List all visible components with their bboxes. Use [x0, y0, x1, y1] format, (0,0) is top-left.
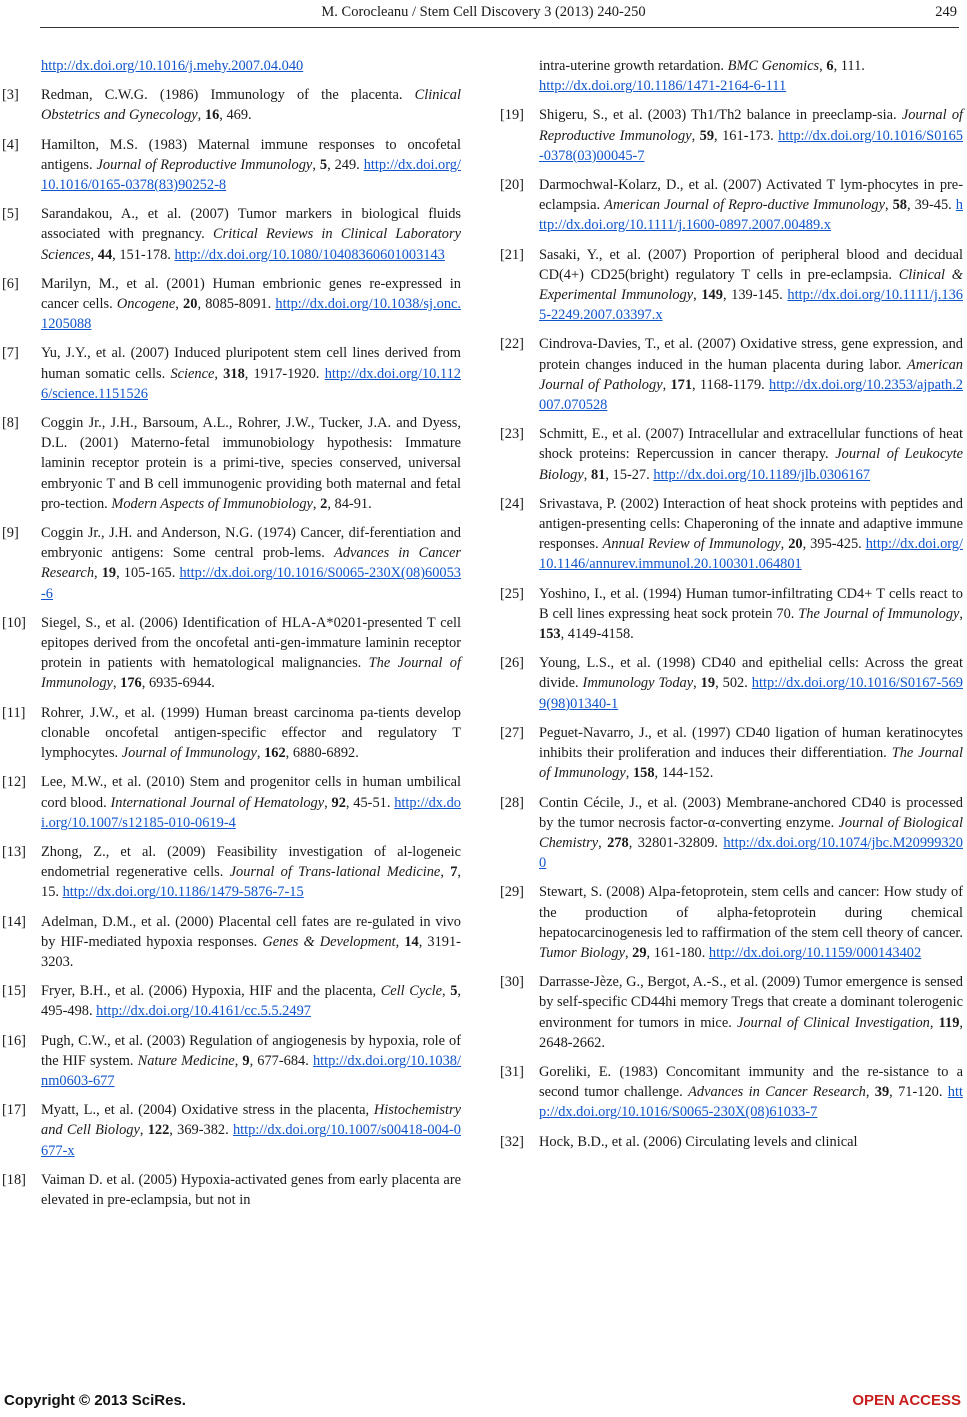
reference-separator: ,: [256, 745, 265, 762]
reference-text: Goreliki, E. (1983) Concomitant immunity and the re-sistance to a second tumor challenge.: [539, 1063, 963, 1101]
reference-number: [18]: [2, 1171, 26, 1188]
reference-pages: , 6880-6892.: [285, 745, 359, 762]
reference-text: intra-uterine growth retardation.: [539, 58, 725, 74]
reference-journal: Journal of Immunology: [121, 745, 257, 762]
reference-text: Contin Cécile, J., et al. (2003) Membrane-anchored CD40 is processed by the tumor necrosis factor-α-converting enzyme.: [539, 794, 963, 831]
reference-pages: , 151-178.: [112, 246, 171, 263]
reference-pages: , 502.: [715, 675, 748, 692]
reference-number: [11]: [2, 704, 26, 721]
reference-item: [500, 334, 963, 415]
reference-volume: 39: [874, 1084, 890, 1101]
reference-journal: Science: [170, 365, 215, 382]
reference-separator: ,: [395, 933, 405, 950]
reference-text: Sarandakou, A., et al. (2007) Tumor markers in biological fluids associated with pregnancy.: [41, 206, 461, 243]
reference-volume: 2: [320, 495, 328, 512]
reference-number: [24]: [500, 495, 524, 512]
reference-list-right: [500, 105, 964, 1151]
reference-link[interactable]: http://dx.doi.org/10.1038/nm0603-677: [41, 1052, 461, 1089]
reference-item: [500, 424, 964, 485]
reference-volume: 149: [701, 287, 723, 304]
reference-separator: ,: [662, 376, 671, 393]
reference-separator: ,: [139, 1122, 148, 1139]
reference-item: [500, 793, 964, 874]
reference-journal: Journal of Leukocyte Biology: [539, 446, 964, 483]
reference-link[interactable]: http://dx.doi.org/10.1074/jbc.M209993200: [539, 834, 963, 872]
reference-pages: , 1168-1179.: [692, 376, 765, 393]
reference-volume: 162: [264, 745, 286, 762]
reference-pages: , 469.: [219, 107, 252, 124]
reference-separator: ,: [598, 834, 608, 851]
reference-item: [2, 85, 461, 125]
reference-link[interactable]: http://dx.doi.org/10.2353/ajpath.2007.070528: [539, 376, 963, 414]
reference-link[interactable]: http://dx.doi.org/10.1126/science.1151526: [41, 365, 462, 402]
reference-link[interactable]: http://dx.doi.org/10.1016/S0165-0378(03)00045-7: [539, 127, 963, 164]
reference-link[interactable]: http://dx.doi.org/10.1146/annurev.immunol.20.100301.064801: [539, 536, 963, 573]
reference-item: [2, 413, 461, 514]
header-rule: [40, 27, 959, 28]
reference-number: [16]: [2, 1032, 26, 1049]
reference-text: Siegel, S., et al. (2006) Identification of HLA-A*0201-presented T cell epitopes derived from the oncofetal anti-gen-immature laminin receptor protein in patients with hematological malignancies.: [41, 614, 461, 672]
reference-journal: Annual Review of Immunology: [602, 536, 781, 553]
reference-pages: , 161-173.: [714, 127, 774, 144]
reference-separator: ,: [885, 197, 893, 214]
reference-text: Pugh, C.W., et al. (2003) Regulation of angiogenesis by hypoxia, role of the HIF system.: [41, 1032, 461, 1069]
page-footer: [0, 1387, 967, 1417]
reference-separator: ,: [214, 365, 224, 382]
reference-journal: Journal of Trans-lational Medicine: [229, 864, 441, 881]
reference-separator: ,: [583, 466, 591, 483]
reference-volume: 59: [699, 127, 715, 144]
reference-separator: ,: [442, 983, 451, 1000]
reference-volume: 20: [183, 296, 198, 313]
reference-volume: 44: [97, 246, 113, 263]
reference-journal: Journal of Reproductive Immunology: [539, 107, 964, 144]
reference-text: Hock, B.D., et al. (2006) Circulating levels and clinical: [539, 1133, 858, 1150]
reference-link[interactable]: http://dx.doi.org/10.1016/S0065-230X(08)61033-7: [539, 1084, 963, 1121]
reference-item: [2, 703, 461, 764]
reference-item: [2, 135, 461, 196]
reference-journal: Advances in Cancer Research: [688, 1084, 866, 1101]
reference-number: [9]: [2, 525, 19, 542]
reference-volume: 278: [607, 834, 629, 851]
reference-number: [7]: [2, 345, 19, 362]
reference-text: Shigeru, S., et al. (2003) Th1/Th2 balance in preeclamp-sia.: [539, 107, 897, 124]
right-reference-column: [500, 56, 964, 1161]
reference-item: [2, 842, 461, 903]
reference-text: Yu, J.Y., et al. (2007) Induced pluripotent stem cell lines derived from human somatic cells.: [41, 345, 461, 382]
reference-pages: , 2648-2662.: [539, 1014, 963, 1051]
reference-journal: Genes & Development: [262, 933, 396, 950]
reference-link[interactable]: http://dx.doi.org/10.4161/cc.5.5.2497: [96, 1003, 311, 1020]
reference-number: [14]: [2, 913, 26, 930]
reference-item: [2, 772, 461, 833]
reference-link[interactable]: http://dx.doi.org/10.1189/jlb.0306167: [653, 466, 871, 483]
reference-item: [500, 882, 963, 963]
reference-number: [19]: [500, 107, 524, 124]
reference-link[interactable]: http://dx.doi.org/10.1016/0165-0378(83)90252-8: [41, 156, 461, 194]
reference-separator: ,: [440, 864, 451, 881]
reference-item: [2, 274, 462, 335]
reference-number: [27]: [500, 724, 524, 741]
reference-link[interactable]: http://dx.doi.org/10.1016/j.mehy.2007.04.040: [41, 58, 304, 74]
reference-volume: 16: [204, 107, 220, 124]
copyright-notice: Copyright © 2013 SciRes.: [4, 1392, 186, 1409]
reference-number: [22]: [500, 336, 524, 353]
reference-number: [6]: [2, 275, 19, 292]
reference-text: Peguet-Navarro, J., et al. (1997) CD40 ligation of human keratinocytes inhibits their proliferation and induces their differentiation.: [539, 724, 963, 762]
reference-text: Srivastava, P. (2002) Interaction of heat shock proteins with peptides and antigen-presenting cells: Chaperoning of the innate and adaptive immune responses.: [539, 495, 963, 553]
reference-number: [8]: [2, 415, 19, 432]
reference-separator: ,: [112, 675, 121, 692]
reference-pages: , 111.: [833, 58, 865, 74]
reference-item: [500, 175, 963, 236]
reference-separator: ,: [90, 246, 98, 263]
reference-pages: , 4149-4158.: [560, 626, 634, 643]
reference-link[interactable]: http://dx.doi.org/10.1111/j.1600-0897.2007.00489.x: [539, 197, 963, 234]
reference-link[interactable]: http://dx.doi.org/10.1007/s00418-004-0677-x: [41, 1122, 461, 1159]
reference-text: Lee, M.W., et al. (2010) Stem and progenitor cells in human umbilical cord blood.: [41, 774, 461, 811]
reference-number: [13]: [2, 843, 26, 860]
reference-link[interactable]: http://dx.doi.org/10.1111/j.1365-2249.2007.03397.x: [539, 287, 963, 324]
reference-number: [15]: [2, 983, 26, 1000]
reference-pages: , 677-684.: [249, 1052, 309, 1069]
reference-number: [29]: [500, 884, 524, 901]
reference-separator: ,: [324, 794, 332, 811]
reference-item: [500, 723, 963, 784]
reference-volume: 318: [223, 365, 245, 382]
reference-link[interactable]: http://dx.doi.org/10.1016/S0065-230X(08)60053-6: [41, 565, 461, 602]
reference-pages: , 15.: [41, 864, 461, 901]
reference-item: [500, 1062, 963, 1123]
reference-pages: , 249.: [327, 156, 360, 173]
reference-pages: , 161-180.: [646, 944, 706, 961]
reference-text: Fryer, B.H., et al. (2006) Hypoxia, HIF and the placenta,: [41, 983, 377, 1000]
reference-link[interactable]: http://dx.doi.org/10.1038/sj.onc.1205088: [41, 296, 462, 333]
reference-separator: ,: [929, 1014, 939, 1031]
reference-link[interactable]: http://dx.doi.org/10.1080/10408360601003143: [174, 246, 445, 263]
reference-volume: 81: [590, 466, 606, 483]
reference-journal: The Journal of Immunology: [41, 655, 461, 692]
reference-number: [30]: [500, 974, 524, 991]
running-header: [0, 4, 967, 26]
reference-number: [4]: [2, 136, 19, 153]
reference-item: [2, 613, 461, 694]
reference-volume: 7: [450, 864, 458, 881]
reference-separator: ,: [865, 1084, 875, 1101]
running-title: M. Corocleanu / Stem Cell Discovery 3 (2013) 240-250: [321, 4, 646, 20]
reference-link[interactable]: http://dx.doi.org/10.1186/1471-2164-6-111: [539, 78, 787, 95]
reference-text: Rohrer, J.W., et al. (1999) Human breast carcinoma pa-tients develop clonable oncofetal antigen-specific effector and regulatory T lymphocytes.: [41, 704, 461, 762]
reference-journal: The Journal of Immunology: [798, 605, 960, 622]
reference-number: [21]: [500, 246, 524, 263]
reference-separator: ,: [624, 944, 633, 961]
reference-journal: Oncogene: [116, 296, 176, 313]
reference-volume: 153: [539, 626, 561, 643]
reference-volume: 20: [788, 536, 803, 553]
reference-text: Adelman, D.M., et al. (2000) Placental cell fates are re-gulated in vivo by HIF-mediated hypoxia responses.: [41, 913, 461, 950]
reference-separator: ,: [312, 156, 320, 173]
reference-journal: Immunology Today: [582, 675, 694, 692]
reference-pages: , 395-425.: [802, 536, 862, 553]
reference-journal: Nature Medicine: [137, 1052, 235, 1069]
reference-journal: Journal of Clinical Investigation: [736, 1014, 930, 1031]
reference-separator: ,: [175, 296, 184, 313]
reference-item: [500, 245, 963, 326]
reference-item: [2, 1100, 461, 1161]
reference-number: [28]: [500, 794, 524, 811]
reference-volume: 5: [319, 156, 328, 173]
reference-volume: 29: [632, 944, 647, 961]
reference-item: [500, 494, 963, 575]
continued-reference: [5, 56, 461, 76]
reference-pages: , 369-382.: [169, 1122, 229, 1139]
left-reference-column: [2, 56, 462, 1219]
reference-item: [2, 1170, 461, 1210]
reference-pages: , 139-145.: [722, 287, 783, 304]
reference-separator: ,: [693, 287, 702, 304]
reference-pages: , 105-165.: [116, 565, 176, 582]
reference-item: [500, 972, 964, 1053]
reference-journal: American Journal of Pathology: [539, 356, 963, 393]
reference-separator: ,: [94, 565, 102, 582]
reference-number: [23]: [500, 426, 524, 443]
reference-text: Coggin Jr., J.H., Barsoum, A.L., Rohrer, J.W., Tucker, J.A. and Dyess, D.L. (2001) Materno-fetal immunobiology hypothesis: Immature laminin receptor protein is a primi-tive, species conserved, universal embryonic T and B cell immunogenic providing both maternal and fetal pro-tection.: [41, 415, 461, 512]
reference-pages: , 15-27.: [605, 466, 650, 483]
reference-journal: Modern Aspects of Immunobiology: [111, 495, 313, 512]
reference-separator: ,: [691, 127, 700, 144]
reference-volume: 119: [938, 1014, 960, 1031]
reference-item: [500, 584, 964, 645]
reference-journal: Journal of Reproductive Immunology: [96, 156, 313, 173]
reference-item: [2, 523, 461, 604]
reference-text: Schmitt, E., et al. (2007) Intracellular and extracellular functions of heat shock proteins: Repercussion in cancer therapy.: [539, 426, 963, 463]
reference-link[interactable]: http://dx.doi.org/10.1016/S0167-5699(98)01340-1: [539, 675, 963, 712]
reference-journal: Clinical & Experimental Immunology: [539, 266, 963, 304]
reference-text: Sasaki, Y., et al. (2007) Proportion of peripheral blood and decidual CD(4+) CD25(bright) regulatory T cells in pre-eclampsia.: [539, 246, 963, 283]
reference-number: [31]: [500, 1063, 524, 1080]
reference-pages: , 1917-1920.: [244, 365, 320, 382]
reference-number: [25]: [500, 585, 524, 602]
reference-item: [500, 1132, 963, 1152]
reference-text: Vaiman D. et al. (2005) Hypoxia-activated genes from early placenta are elevated in pre-eclampsia, but not in: [41, 1171, 461, 1208]
reference-separator: ,: [197, 107, 205, 124]
reference-text: Darrasse-Jèze, G., Bergot, A.-S., et al. (2009) Tumor emergence is sensed by self-specific CD44hi memory Tregs that create a dominant tolerogenic environment for tumors in mice.: [539, 974, 964, 1031]
reference-link[interactable]: http://dx.doi.org/10.1007/s12185-010-0619-4: [41, 794, 461, 831]
reference-volume: 14: [404, 933, 419, 950]
reference-volume: 19: [101, 565, 117, 582]
reference-volume: 158: [632, 765, 655, 782]
reference-pages: , 6935-6944.: [141, 675, 215, 692]
reference-text: Young, L.S., et al. (1998) CD40 and epithelial cells: Across the great divide.: [539, 655, 963, 692]
reference-volume: 5: [450, 983, 458, 1000]
reference-volume: 58: [892, 197, 907, 214]
reference-journal: Clinical Obstetrics and Gynecology: [41, 87, 461, 124]
reference-text: Myatt, L., et al. (2004) Oxidative stress in the placenta,: [41, 1102, 370, 1119]
reference-text: Cindrova-Davies, T., et al. (2007) Oxidative stress, gene expression, and protein changes induced in the human placenta during labor.: [539, 336, 963, 373]
reference-journal: American Journal of Repro-ductive Immunology: [604, 197, 885, 214]
reference-pages: , 71-120.: [889, 1084, 943, 1101]
reference-volume: 19: [700, 675, 716, 692]
reference-separator: ,: [959, 605, 964, 622]
reference-volume: 6: [826, 58, 834, 74]
reference-text: Coggin Jr., J.H. and Anderson, N.G. (1974) Cancer, dif-ferentiation and embryonic antigens: Some central prob-lems.: [41, 525, 461, 562]
reference-journal: Tumor Biology: [539, 944, 625, 961]
reference-pages: , 39-45.: [907, 197, 952, 214]
reference-separator: ,: [625, 765, 633, 782]
reference-pages: , 84-91.: [327, 495, 372, 512]
reference-journal: International Journal of Hematology: [110, 794, 325, 811]
reference-text: Marilyn, M., et al. (2001) Human embrionic genes re-expressed in cancer cells.: [41, 275, 461, 313]
reference-number: [17]: [2, 1102, 26, 1119]
reference-number: [12]: [2, 774, 26, 791]
reference-item: [2, 343, 462, 404]
reference-text: Yoshino, I., et al. (1994) Human tumor-infiltrating CD4+ T cells react to B cell lines expressing heat sock protein 70.: [539, 585, 963, 622]
reference-separator: ,: [693, 675, 701, 692]
reference-journal: Histochemistry and Cell Biology: [41, 1102, 461, 1139]
reference-item: [500, 653, 963, 714]
reference-separator: ,: [312, 495, 321, 512]
reference-text: Stewart, S. (2008) Alpa-fetoprotein, stem cells and cancer: How study of the production of alpha-fetoprotein during chemical hepatocarcinogenesis led to raffirmation of the stem cell theory of cancer.: [539, 884, 963, 941]
reference-journal: Critical Reviews in Clinical Laboratory Sciences: [41, 226, 461, 263]
reference-volume: 9: [242, 1052, 250, 1069]
reference-separator: ,: [234, 1052, 243, 1069]
reference-item: [2, 981, 461, 1021]
reference-pages: , 45-51.: [345, 794, 391, 811]
reference-text: Redman, C.W.G. (1986) Immunology of the placenta.: [41, 87, 403, 104]
reference-item: [2, 1031, 461, 1092]
reference-pages: , 495-498.: [41, 983, 461, 1020]
reference-volume: 122: [147, 1122, 170, 1139]
reference-number: [32]: [500, 1133, 524, 1150]
open-access-label: OPEN ACCESS: [852, 1392, 961, 1409]
reference-journal: Cell Cycle: [380, 983, 443, 1000]
reference-text: Darmochwal-Kolarz, D., et al. (2007) Activated T lym-phocytes in pre-eclampsia.: [539, 177, 963, 214]
reference-number: [5]: [2, 206, 19, 223]
reference-number: [3]: [2, 87, 19, 104]
reference-separator: ,: [780, 536, 789, 553]
reference-pages: , 32801-32809.: [628, 834, 719, 851]
reference-item: [2, 912, 461, 973]
reference-link[interactable]: http://dx.doi.org/10.1186/1479-5876-7-15: [62, 884, 304, 901]
reference-volume: 92: [331, 794, 346, 811]
continued-reference: intra-uterine growth retardation. BMC Genomics, 6, 111. http://dx.doi.org/10.1186/1471-2164-6-111: [539, 58, 865, 95]
reference-number: [10]: [2, 614, 26, 631]
reference-link[interactable]: http://dx.doi.org/10.1159/000143402: [708, 944, 922, 961]
reference-list-left: [2, 85, 462, 1210]
reference-number: [20]: [500, 177, 524, 194]
reference-text: Zhong, Z., et al. (2009) Feasibility investigation of al-logeneic endometrial regenerative cells.: [41, 843, 461, 881]
reference-item: [2, 204, 461, 265]
reference-volume: 176: [120, 675, 142, 692]
reference-volume: 171: [670, 376, 693, 393]
reference-text: Hamilton, M.S. (1983) Maternal immune responses to oncofetal antigens.: [41, 136, 461, 173]
reference-journal: Advances in Cancer Research: [41, 545, 461, 582]
reference-pages: , 3191-3203.: [41, 933, 461, 970]
reference-pages: , 8085-8091.: [197, 296, 272, 313]
page-number: 249: [935, 4, 957, 20]
reference-journal: Journal of Biological Chemistry: [539, 814, 964, 851]
reference-number: [26]: [500, 655, 524, 672]
reference-item: [500, 105, 964, 166]
reference-journal: BMC Genomics: [727, 58, 820, 74]
reference-journal: The Journal of Immunology: [539, 745, 963, 782]
reference-pages: , 144-152.: [654, 765, 714, 782]
